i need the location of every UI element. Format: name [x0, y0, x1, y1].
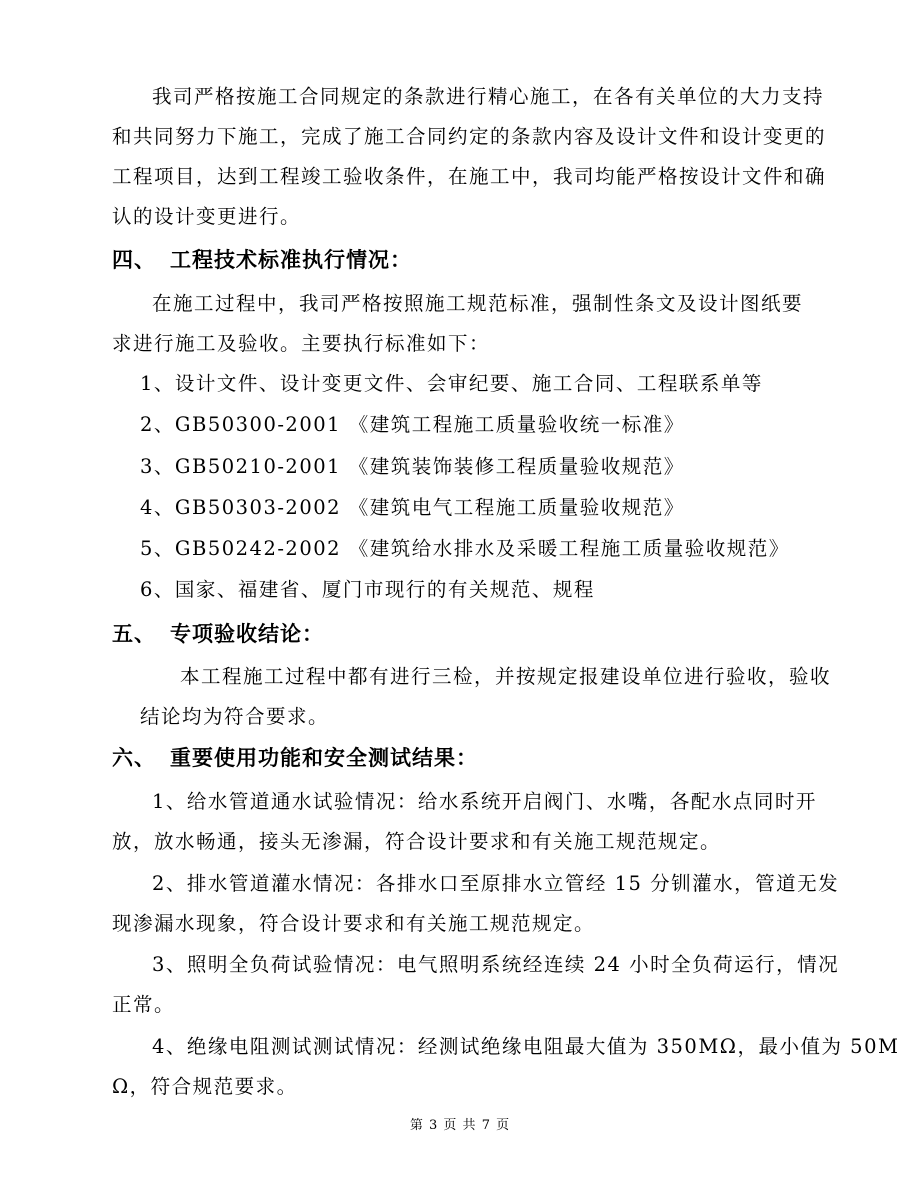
standard-item-1: 1、设计文件、设计变更文件、会审纪要、施工合同、工程联系单等 [140, 372, 763, 395]
section-4-para-line-1: 在施工过程中，我司严格按照施工规范标准，强制性条文及设计图纸要 [152, 292, 804, 315]
standard-item-6: 6、国家、福建省、厦门市现行的有关规范、规程 [140, 578, 595, 601]
section-6-para-line-2: 放，放水畅通，接头无渗漏，符合设计要求和有关施工规范规定。 [112, 830, 722, 853]
standard-item-3: 3、GB50210-2001 《建筑装饰装修工程质量验收规范》 [140, 455, 685, 478]
intro-line-3: 工程项目，达到工程竣工验收条件，在施工中，我司均能严格按设计文件和确 [112, 165, 827, 188]
section-6-para-line-8: Ω，符合规范要求。 [112, 1075, 298, 1098]
section-6-para-line-7: 4、绝缘电阻测试测试情况：经测试绝缘电阻最大值为 350MΩ，最小值为 50M [152, 1035, 900, 1058]
section-5-heading [112, 619, 324, 649]
section-4-title: 工程技术标准执行情况： [170, 247, 412, 272]
section-4-number: 四、 [112, 247, 156, 272]
section-5-title: 专项验收结论： [170, 621, 324, 646]
section-6-para-line-4: 现渗漏水现象，符合设计要求和有关施工规范规定。 [112, 912, 596, 935]
intro-line-2: 和共同努力下施工，完成了施工合同约定的条款内容及设计文件和设计变更的 [112, 125, 827, 148]
standard-item-4: 4、GB50303-2002 《建筑电气工程施工质量验收规范》 [140, 496, 685, 519]
page-number-footer: 第 3 页 共 7 页 [409, 1118, 511, 1133]
standard-item-2: 2、GB50300-2001 《建筑工程施工质量验收统一标准》 [140, 413, 685, 436]
intro-line-4: 认的设计变更进行。 [112, 205, 302, 228]
section-6-para-line-3: 2、排水管道灌水情况：各排水口至原排水立管经 15 分钏灌水，管道无发 [152, 872, 840, 895]
section-6-number: 六、 [112, 745, 156, 770]
section-6-para-line-5: 3、照明全负荷试验情况：电气照明系统经连续 24 小时全负荷运行，情况 [152, 953, 840, 976]
section-6-title: 重要使用功能和安全测试结果： [170, 745, 478, 770]
section-4-heading [112, 245, 412, 275]
section-5-para-line-1: 本工程施工过程中都有进行三检，并按规定报建设单位进行验收，验收 [180, 665, 832, 688]
section-4-para-line-2: 求进行施工及验收。主要执行标准如下： [112, 332, 491, 355]
section-6-heading [112, 743, 478, 773]
section-5-para-line-2: 结论均为符合要求。 [140, 705, 330, 728]
section-6-para-line-6: 正常。 [112, 993, 176, 1016]
intro-line-1: 我司严格按施工合同规定的条款进行精心施工，在各有关单位的大力支持 [152, 85, 825, 108]
section-6-para-line-1: 1、给水管道通水试验情况：给水系统开启阀门、水嘴，各配水点同时开 [152, 790, 817, 813]
standard-item-5: 5、GB50242-2002 《建筑给水排水及采暖工程施工质量验收规范》 [140, 537, 790, 560]
section-5-number: 五、 [112, 621, 156, 646]
